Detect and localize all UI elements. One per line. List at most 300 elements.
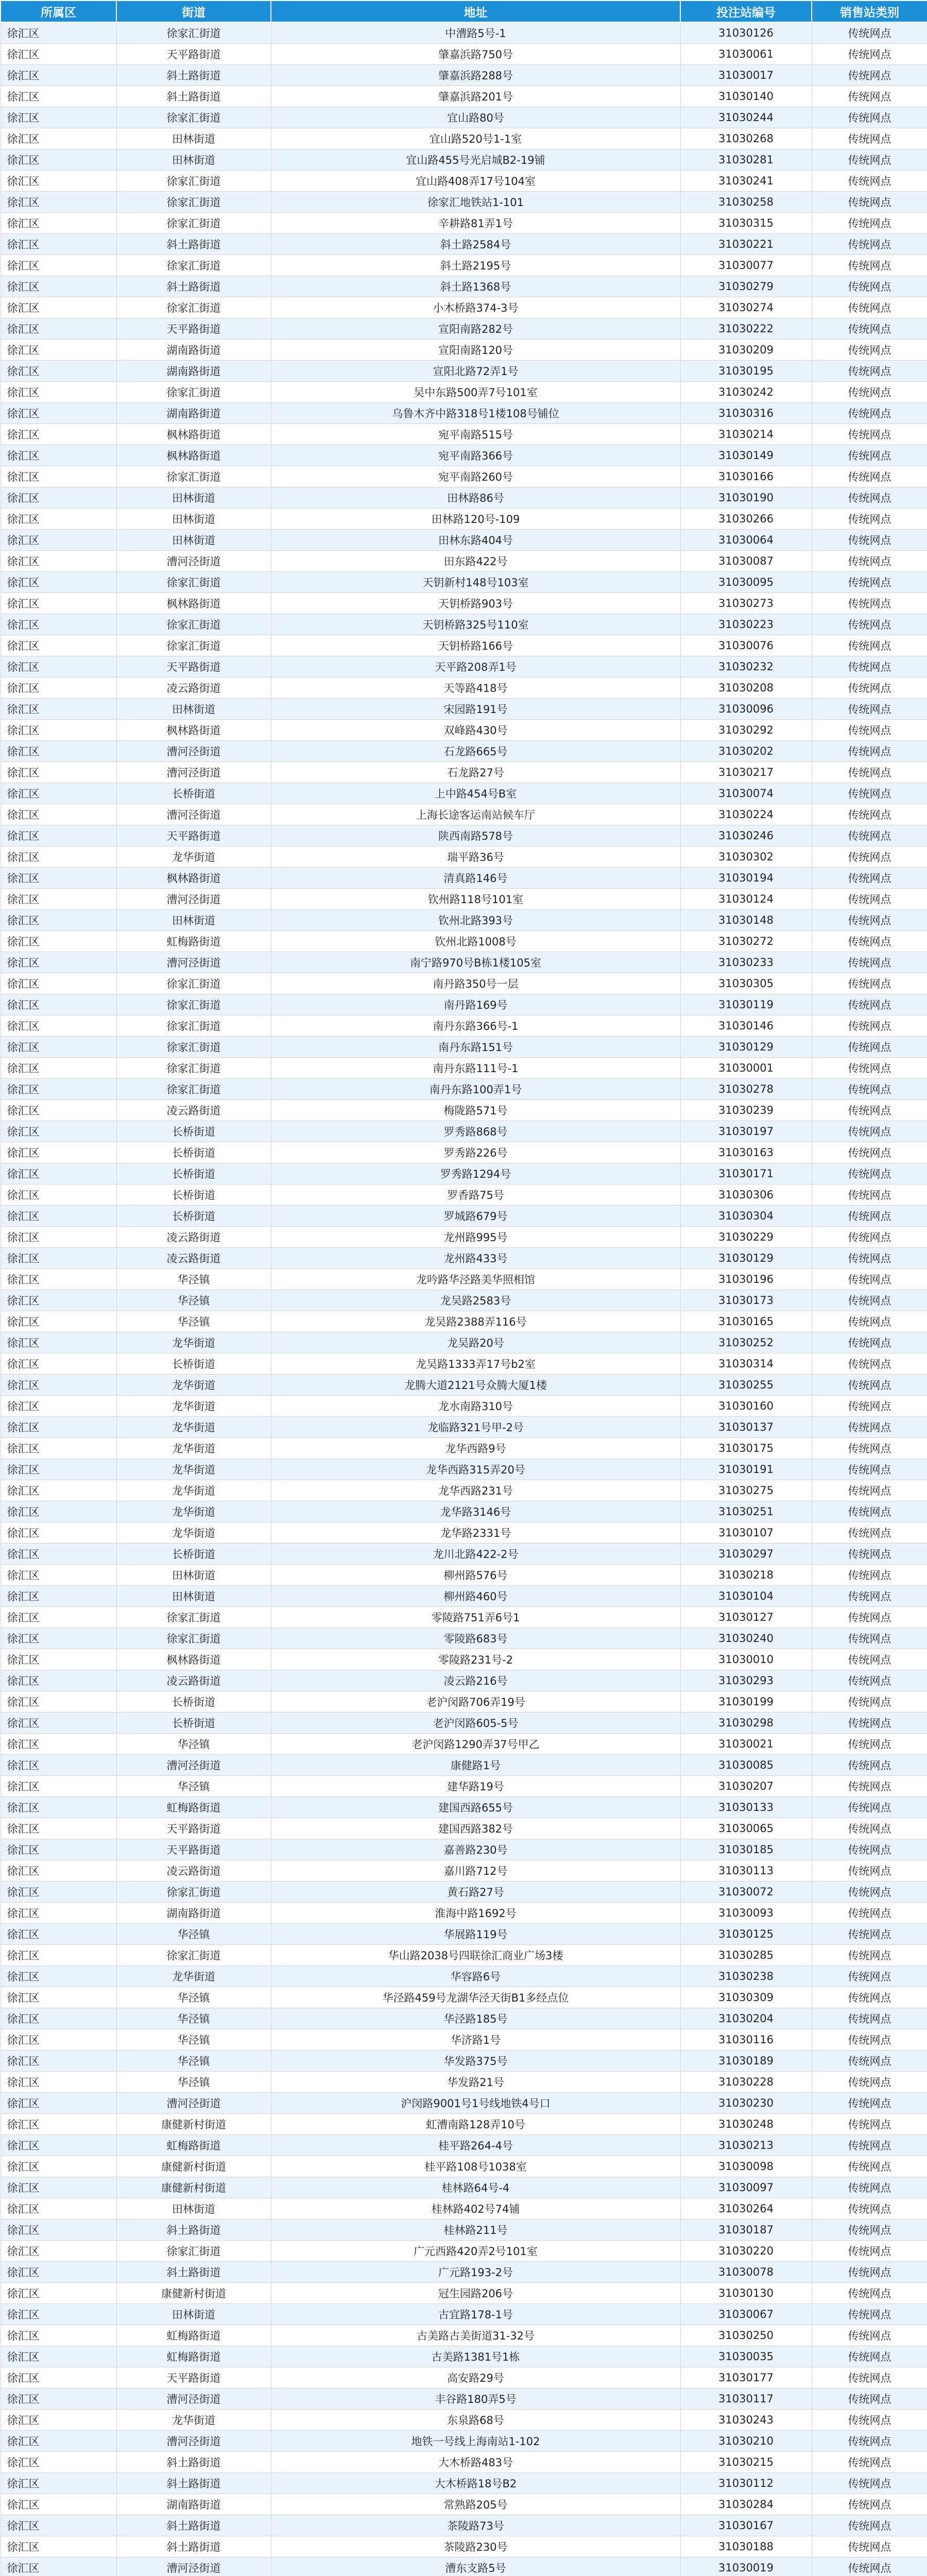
cell-district: 徐汇区	[1, 1691, 116, 1713]
table-row	[1, 403, 927, 424]
cell-station-type: 传统网点	[812, 1882, 927, 1903]
cell-station-id: 31030266	[680, 509, 812, 530]
cell-street: 康健新村街道	[116, 2283, 271, 2304]
cell-district: 徐汇区	[1, 741, 116, 762]
cell-station-id: 31030278	[680, 1079, 812, 1100]
table-row	[1, 1734, 927, 1755]
cell-station-id: 31030302	[680, 846, 812, 868]
cell-station-type: 传统网点	[812, 2177, 927, 2198]
cell-station-id: 31030188	[680, 2536, 812, 2557]
cell-address: 清真路146号	[271, 868, 680, 889]
cell-address: 龙华路2331号	[271, 1522, 680, 1544]
cell-district: 徐汇区	[1, 1438, 116, 1459]
cell-address: 大木桥路483号	[271, 2452, 680, 2473]
cell-station-id: 31030165	[680, 1311, 812, 1332]
cell-station-id: 31030248	[680, 2114, 812, 2135]
cell-district: 徐汇区	[1, 1522, 116, 1544]
cell-station-id: 31030097	[680, 2177, 812, 2198]
cell-station-id: 31030275	[680, 1480, 812, 1501]
cell-district: 徐汇区	[1, 318, 116, 340]
cell-address: 龙川北路422-2号	[271, 1544, 680, 1565]
cell-station-id: 31030252	[680, 1332, 812, 1353]
cell-station-type: 传统网点	[812, 466, 927, 487]
cell-street: 斜土路街道	[116, 2219, 271, 2241]
cell-street: 枫林路街道	[116, 868, 271, 889]
cell-address: 桂平路108号1038室	[271, 2156, 680, 2177]
cell-street: 徐家汇街道	[116, 382, 271, 403]
cell-station-id: 31030129	[680, 1037, 812, 1058]
cell-station-type: 传统网点	[812, 1501, 927, 1522]
table-row	[1, 128, 927, 149]
cell-station-type: 传统网点	[812, 22, 927, 44]
cell-station-type: 传统网点	[812, 1670, 927, 1691]
cell-station-type: 传统网点	[812, 1818, 927, 1839]
cell-street: 凌云路街道	[116, 1227, 271, 1248]
cell-station-id: 31030305	[680, 973, 812, 994]
table-row	[1, 1755, 927, 1776]
cell-station-type: 传统网点	[812, 2557, 927, 2576]
cell-district: 徐汇区	[1, 1332, 116, 1353]
cell-station-type: 传统网点	[812, 44, 927, 65]
cell-station-type: 传统网点	[812, 1544, 927, 1565]
cell-station-type: 传统网点	[812, 551, 927, 572]
cell-station-type: 传统网点	[812, 2114, 927, 2135]
cell-station-id: 31030021	[680, 1734, 812, 1755]
cell-street: 华泾镇	[116, 1269, 271, 1290]
cell-station-id: 31030113	[680, 1860, 812, 1882]
cell-station-type: 传统网点	[812, 1058, 927, 1079]
cell-station-type: 传统网点	[812, 2241, 927, 2262]
cell-district: 徐汇区	[1, 1818, 116, 1839]
cell-district: 徐汇区	[1, 699, 116, 720]
cell-district: 徐汇区	[1, 825, 116, 846]
cell-street: 华泾镇	[116, 2050, 271, 2072]
cell-address: 龙华西路9号	[271, 1438, 680, 1459]
cell-district: 徐汇区	[1, 2262, 116, 2283]
table-row	[1, 1818, 927, 1839]
cell-district: 徐汇区	[1, 276, 116, 297]
cell-station-id: 31030171	[680, 1163, 812, 1184]
cell-station-type: 传统网点	[812, 1797, 927, 1818]
cell-station-id: 31030306	[680, 1184, 812, 1206]
cell-station-id: 31030224	[680, 804, 812, 825]
cell-address: 零陵路751弄6号1	[271, 1607, 680, 1628]
table-row	[1, 276, 927, 297]
cell-station-type: 传统网点	[812, 656, 927, 677]
cell-station-type: 传统网点	[812, 783, 927, 804]
table-row	[1, 2304, 927, 2325]
table-row	[1, 1607, 927, 1628]
cell-address: 小木桥路374-3号	[271, 297, 680, 318]
cell-street: 徐家汇街道	[116, 255, 271, 276]
cell-station-id: 31030223	[680, 614, 812, 635]
cell-district: 徐汇区	[1, 910, 116, 931]
cell-station-type: 传统网点	[812, 931, 927, 952]
cell-district: 徐汇区	[1, 952, 116, 973]
cell-station-id: 31030221	[680, 234, 812, 255]
cell-district: 徐汇区	[1, 1206, 116, 1227]
cell-station-type: 传统网点	[812, 1860, 927, 1882]
cell-station-id: 31030230	[680, 2093, 812, 2114]
cell-address: 沪闵路9001号1号线地铁4号口	[271, 2093, 680, 2114]
cell-station-id: 31030209	[680, 340, 812, 361]
cell-station-id: 31030098	[680, 2156, 812, 2177]
cell-street: 斜土路街道	[116, 2262, 271, 2283]
cell-address: 徐家汇地铁站1-101	[271, 192, 680, 213]
cell-district: 徐汇区	[1, 1121, 116, 1142]
cell-street: 天平路街道	[116, 1839, 271, 1860]
cell-station-id: 31030119	[680, 994, 812, 1015]
table-row	[1, 2557, 927, 2576]
header-district: 所属区	[1, 1, 116, 22]
table-row	[1, 509, 927, 530]
cell-district: 徐汇区	[1, 1544, 116, 1565]
cell-station-id: 31030096	[680, 699, 812, 720]
cell-address: 罗秀路226号	[271, 1142, 680, 1163]
cell-address: 古宜路178-1号	[271, 2304, 680, 2325]
cell-street: 枫林路街道	[116, 720, 271, 741]
cell-station-id: 31030304	[680, 1206, 812, 1227]
table-row	[1, 86, 927, 107]
table-row	[1, 213, 927, 234]
cell-district: 徐汇区	[1, 1269, 116, 1290]
cell-station-id: 31030274	[680, 297, 812, 318]
cell-station-id: 31030285	[680, 1945, 812, 1966]
cell-station-type: 传统网点	[812, 1206, 927, 1227]
table-row	[1, 1015, 927, 1037]
cell-street: 长桥街道	[116, 1184, 271, 1206]
cell-district: 徐汇区	[1, 509, 116, 530]
cell-street: 长桥街道	[116, 783, 271, 804]
cell-station-id: 31030208	[680, 677, 812, 699]
table-row	[1, 2177, 927, 2198]
cell-district: 徐汇区	[1, 65, 116, 86]
cell-district: 徐汇区	[1, 551, 116, 572]
table-row	[1, 2050, 927, 2072]
cell-station-type: 传统网点	[812, 2494, 927, 2515]
cell-district: 徐汇区	[1, 86, 116, 107]
cell-street: 斜土路街道	[116, 86, 271, 107]
cell-district: 徐汇区	[1, 1248, 116, 1269]
cell-address: 华泾路459号龙湖华泾天街B1多经点位	[271, 1987, 680, 2008]
cell-address: 钦州北路1008号	[271, 931, 680, 952]
cell-district: 徐汇区	[1, 656, 116, 677]
cell-station-type: 传统网点	[812, 2219, 927, 2241]
cell-street: 徐家汇街道	[116, 1015, 271, 1037]
table-row	[1, 1438, 927, 1459]
table-row	[1, 1079, 927, 1100]
cell-district: 徐汇区	[1, 973, 116, 994]
table-row	[1, 931, 927, 952]
cell-street: 湖南路街道	[116, 1903, 271, 1924]
table-row	[1, 466, 927, 487]
table-row	[1, 1924, 927, 1945]
table-row	[1, 361, 927, 382]
cell-street: 田林街道	[116, 910, 271, 931]
cell-station-type: 传统网点	[812, 1184, 927, 1206]
cell-district: 徐汇区	[1, 1839, 116, 1860]
cell-station-id: 31030238	[680, 1966, 812, 1987]
cell-address: 天等路418号	[271, 677, 680, 699]
table-row	[1, 1290, 927, 1311]
cell-station-id: 31030242	[680, 382, 812, 403]
cell-station-id: 31030149	[680, 445, 812, 466]
cell-district: 徐汇区	[1, 2431, 116, 2452]
cell-station-type: 传统网点	[812, 1903, 927, 1924]
cell-address: 宣阳南路282号	[271, 318, 680, 340]
table-row	[1, 424, 927, 445]
cell-district: 徐汇区	[1, 1565, 116, 1586]
cell-station-id: 31030316	[680, 403, 812, 424]
cell-street: 漕河泾街道	[116, 762, 271, 783]
cell-station-id: 31030017	[680, 65, 812, 86]
cell-district: 徐汇区	[1, 213, 116, 234]
cell-street: 龙华街道	[116, 1332, 271, 1353]
cell-street: 漕河泾街道	[116, 2557, 271, 2576]
cell-station-type: 传统网点	[812, 2304, 927, 2325]
cell-address: 梅陇路571号	[271, 1100, 680, 1121]
cell-station-id: 31030163	[680, 1142, 812, 1163]
cell-district: 徐汇区	[1, 1860, 116, 1882]
cell-station-id: 31030250	[680, 2325, 812, 2346]
cell-address: 华泾路185号	[271, 2008, 680, 2029]
cell-district: 徐汇区	[1, 2494, 116, 2515]
cell-district: 徐汇区	[1, 1163, 116, 1184]
cell-station-type: 传统网点	[812, 1691, 927, 1713]
cell-address: 虹漕南路128弄10号	[271, 2114, 680, 2135]
cell-district: 徐汇区	[1, 361, 116, 382]
cell-station-type: 传统网点	[812, 677, 927, 699]
table-row	[1, 1353, 927, 1375]
cell-station-type: 传统网点	[812, 762, 927, 783]
cell-station-id: 31030292	[680, 720, 812, 741]
cell-station-type: 传统网点	[812, 1417, 927, 1438]
cell-address: 田林路120号-109	[271, 509, 680, 530]
cell-address: 高安路29号	[271, 2367, 680, 2388]
table-row	[1, 171, 927, 192]
cell-station-id: 31030298	[680, 1713, 812, 1734]
cell-address: 天钥桥路325号110室	[271, 614, 680, 635]
cell-address: 龙华西路231号	[271, 1480, 680, 1501]
table-row	[1, 1100, 927, 1121]
cell-street: 龙华街道	[116, 1480, 271, 1501]
cell-station-type: 传统网点	[812, 1311, 927, 1332]
cell-station-id: 31030067	[680, 2304, 812, 2325]
cell-street: 徐家汇街道	[116, 297, 271, 318]
cell-station-id: 31030177	[680, 2367, 812, 2388]
table-row	[1, 2219, 927, 2241]
cell-station-id: 31030035	[680, 2346, 812, 2367]
cell-street: 长桥街道	[116, 1142, 271, 1163]
cell-address: 零陵路683号	[271, 1628, 680, 1649]
cell-street: 徐家汇街道	[116, 572, 271, 593]
cell-address: 肇嘉浜路201号	[271, 86, 680, 107]
cell-district: 徐汇区	[1, 192, 116, 213]
table-row	[1, 1987, 927, 2008]
cell-station-id: 31030140	[680, 86, 812, 107]
cell-address: 建国西路655号	[271, 1797, 680, 1818]
cell-address: 老沪闵路605-5号	[271, 1713, 680, 1734]
cell-address: 天平路208弄1号	[271, 656, 680, 677]
cell-station-type: 传统网点	[812, 2198, 927, 2219]
table-row	[1, 1269, 927, 1290]
cell-station-id: 31030264	[680, 2198, 812, 2219]
cell-address: 辛耕路81弄1号	[271, 213, 680, 234]
cell-street: 湖南路街道	[116, 361, 271, 382]
cell-district: 徐汇区	[1, 2072, 116, 2093]
cell-station-type: 传统网点	[812, 509, 927, 530]
cell-street: 漕河泾街道	[116, 804, 271, 825]
cell-district: 徐汇区	[1, 128, 116, 149]
cell-address: 龙水南路310号	[271, 1396, 680, 1417]
cell-address: 桂林路64号-4	[271, 2177, 680, 2198]
cell-street: 天平路街道	[116, 825, 271, 846]
cell-district: 徐汇区	[1, 1607, 116, 1628]
table-row	[1, 1797, 927, 1818]
cell-station-id: 31030072	[680, 1882, 812, 1903]
table-row	[1, 65, 927, 86]
cell-station-type: 传统网点	[812, 276, 927, 297]
table-row	[1, 741, 927, 762]
table-row	[1, 1121, 927, 1142]
cell-station-type: 传统网点	[812, 2156, 927, 2177]
cell-station-type: 传统网点	[812, 1713, 927, 1734]
cell-address: 陕西南路578号	[271, 825, 680, 846]
cell-station-id: 31030074	[680, 783, 812, 804]
cell-district: 徐汇区	[1, 107, 116, 128]
cell-address: 嘉川路712号	[271, 1860, 680, 1882]
cell-address: 罗秀路1294号	[271, 1163, 680, 1184]
cell-station-id: 31030244	[680, 107, 812, 128]
cell-station-id: 31030279	[680, 276, 812, 297]
cell-address: 吴中东路500弄7号101室	[271, 382, 680, 403]
cell-address: 罗秀路868号	[271, 1121, 680, 1142]
table-row	[1, 445, 927, 466]
cell-street: 徐家汇街道	[116, 1079, 271, 1100]
cell-street: 漕河泾街道	[116, 889, 271, 910]
cell-street: 徐家汇街道	[116, 466, 271, 487]
cell-station-type: 传统网点	[812, 361, 927, 382]
cell-district: 徐汇区	[1, 1480, 116, 1501]
cell-street: 凌云路街道	[116, 1670, 271, 1691]
cell-street: 龙华街道	[116, 2410, 271, 2431]
cell-station-type: 传统网点	[812, 65, 927, 86]
cell-address: 肇嘉浜路288号	[271, 65, 680, 86]
cell-address: 嘉善路230号	[271, 1839, 680, 1860]
table-row	[1, 551, 927, 572]
cell-street: 漕河泾街道	[116, 2093, 271, 2114]
cell-station-type: 传统网点	[812, 2536, 927, 2557]
cell-station-type: 传统网点	[812, 128, 927, 149]
cell-address: 石龙路665号	[271, 741, 680, 762]
cell-station-type: 传统网点	[812, 2093, 927, 2114]
cell-address: 柳州路576号	[271, 1565, 680, 1586]
cell-district: 徐汇区	[1, 1797, 116, 1818]
cell-district: 徐汇区	[1, 1227, 116, 1248]
cell-station-id: 31030309	[680, 1987, 812, 2008]
cell-station-type: 传统网点	[812, 1945, 927, 1966]
cell-station-type: 传统网点	[812, 2346, 927, 2367]
cell-street: 龙华街道	[116, 1459, 271, 1480]
cell-street: 田林街道	[116, 128, 271, 149]
cell-station-id: 31030116	[680, 2029, 812, 2050]
cell-district: 徐汇区	[1, 466, 116, 487]
cell-station-id: 31030284	[680, 2494, 812, 2515]
cell-station-type: 传统网点	[812, 1924, 927, 1945]
cell-station-type: 传统网点	[812, 86, 927, 107]
cell-address: 广元西路420弄2号101室	[271, 2241, 680, 2262]
cell-station-id: 31030173	[680, 1290, 812, 1311]
cell-station-id: 31030243	[680, 2410, 812, 2431]
cell-address: 罗香路75号	[271, 1184, 680, 1206]
cell-station-type: 传统网点	[812, 1565, 927, 1586]
table-row	[1, 2346, 927, 2367]
table-row	[1, 1480, 927, 1501]
table-row	[1, 1417, 927, 1438]
table-row	[1, 614, 927, 635]
cell-station-type: 传统网点	[812, 192, 927, 213]
cell-address: 零陵路231号-2	[271, 1649, 680, 1670]
table-row	[1, 593, 927, 614]
cell-station-id: 31030213	[680, 2135, 812, 2156]
cell-station-type: 传统网点	[812, 213, 927, 234]
cell-street: 斜土路街道	[116, 2515, 271, 2536]
table-row	[1, 1903, 927, 1924]
cell-station-type: 传统网点	[812, 952, 927, 973]
cell-street: 龙华街道	[116, 1438, 271, 1459]
cell-district: 徐汇区	[1, 1353, 116, 1375]
cell-station-id: 31030093	[680, 1903, 812, 1924]
table-row	[1, 487, 927, 509]
cell-station-type: 传统网点	[812, 804, 927, 825]
cell-district: 徐汇区	[1, 1501, 116, 1522]
cell-station-id: 31030228	[680, 2072, 812, 2093]
cell-station-id: 31030281	[680, 149, 812, 171]
cell-station-id: 31030210	[680, 2431, 812, 2452]
cell-station-id: 31030268	[680, 128, 812, 149]
cell-station-type: 传统网点	[812, 2029, 927, 2050]
table-row	[1, 1311, 927, 1332]
cell-station-type: 传统网点	[812, 2410, 927, 2431]
cell-station-type: 传统网点	[812, 1163, 927, 1184]
cell-district: 徐汇区	[1, 2473, 116, 2494]
cell-street: 田林街道	[116, 2304, 271, 2325]
cell-station-id: 31030293	[680, 1670, 812, 1691]
cell-district: 徐汇区	[1, 1734, 116, 1755]
cell-district: 徐汇区	[1, 487, 116, 509]
cell-address: 钦州北路393号	[271, 910, 680, 931]
cell-address: 龙临路321号甲-2号	[271, 1417, 680, 1438]
table-row	[1, 22, 927, 44]
table-row	[1, 2536, 927, 2557]
cell-address: 龙吴路2388弄116号	[271, 1311, 680, 1332]
cell-district: 徐汇区	[1, 2219, 116, 2241]
cell-station-id: 31030095	[680, 572, 812, 593]
cell-station-id: 31030078	[680, 2262, 812, 2283]
table-row	[1, 149, 927, 171]
cell-district: 徐汇区	[1, 2050, 116, 2072]
cell-station-type: 传统网点	[812, 2135, 927, 2156]
cell-district: 徐汇区	[1, 593, 116, 614]
cell-station-id: 31030315	[680, 213, 812, 234]
cell-address: 田林路86号	[271, 487, 680, 509]
cell-street: 凌云路街道	[116, 1248, 271, 1269]
table-row	[1, 2325, 927, 2346]
cell-street: 田林街道	[116, 149, 271, 171]
table-row	[1, 1375, 927, 1396]
cell-street: 徐家汇街道	[116, 1037, 271, 1058]
cell-district: 徐汇区	[1, 424, 116, 445]
